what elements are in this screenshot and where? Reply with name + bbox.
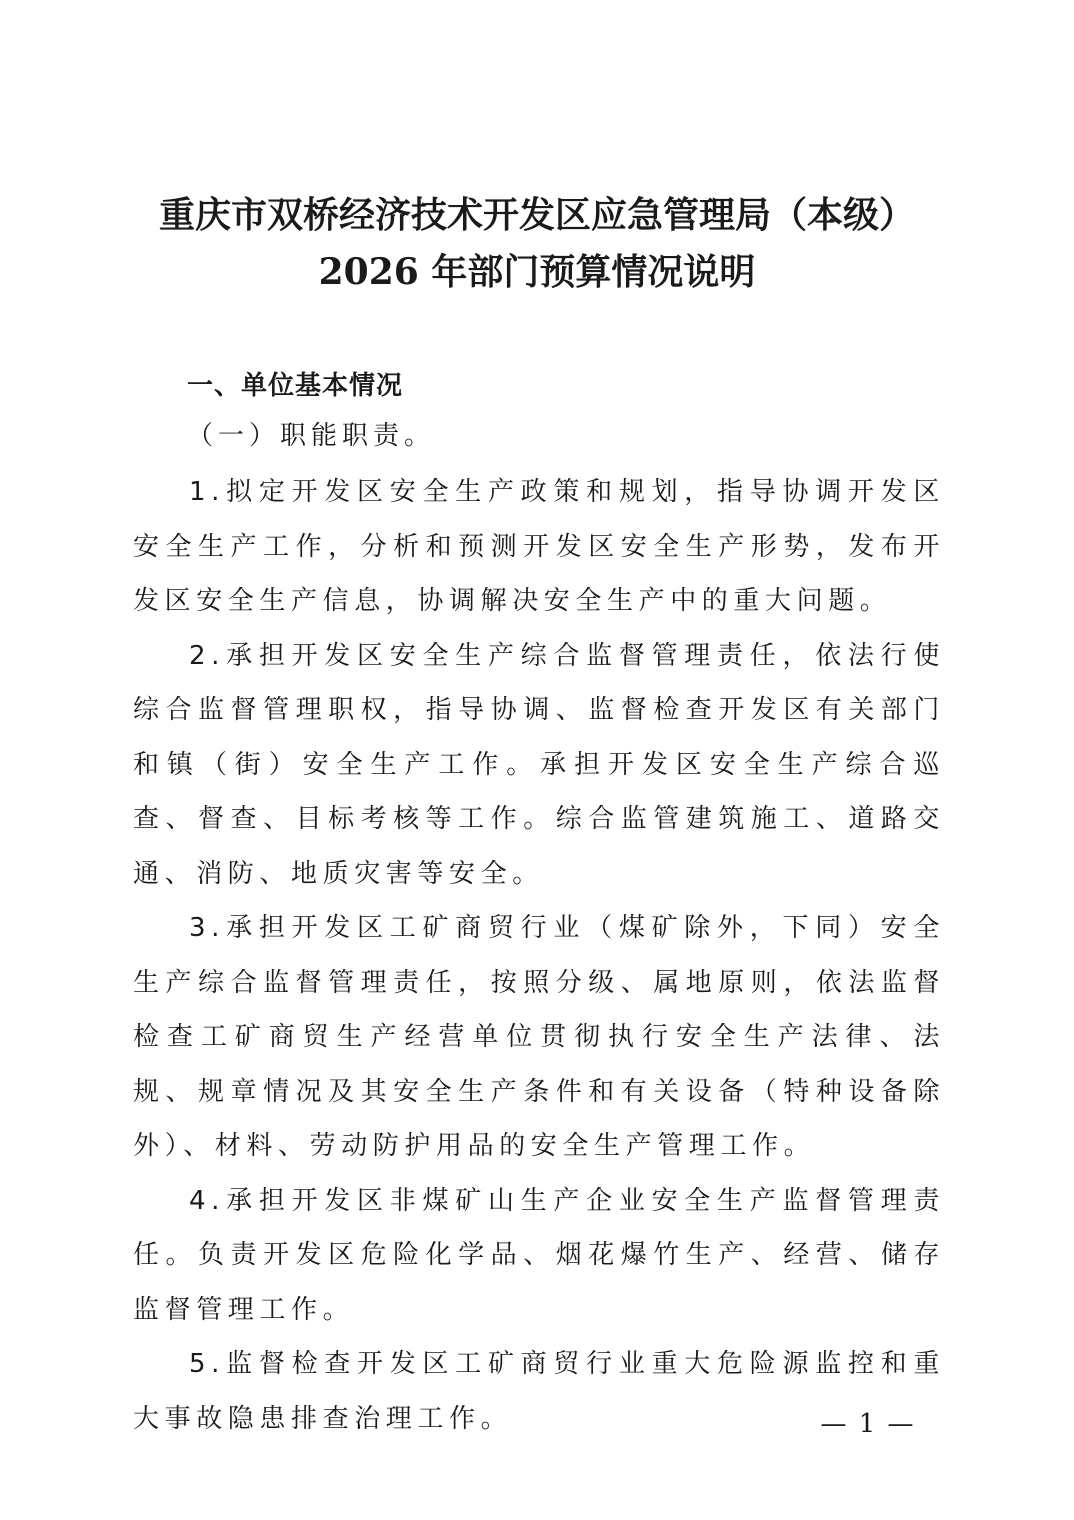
document-title-line-2: 2026 年部门预算情况说明 — [318, 251, 756, 293]
page-number: — 1 — — [820, 1409, 916, 1439]
paragraph-4: 4.承担开发区非煤矿山生产企业安全生产监督管理责任。负责开发区危险化学品、烟花爆竹生产、经营、储存监督管理工作。 — [133, 1185, 945, 1325]
body-paragraphs — [133, 465, 945, 1446]
paragraph-3: 3.承担开发区工矿商贸行业（煤矿除外，下同）安全生产综合监督管理责任，按照分级、属地原则，依法监督检查工矿商贸生产经营单位贯彻执行安全生产法律、法规、规章情况及其安全生产条件和有关设备（特种设备除外）、材料、劳动防护用品的安全生产管理工作。 — [133, 913, 945, 1161]
paragraph-2: 2.承担开发区安全生产综合监督管理责任，依法行使综合监督管理职权，指导协调、监督检查开发区有关部门和镇（街）安全生产工作。承担开发区安全生产综合巡查、督查、目标考核等工作。综合监管建筑施工、道路交通、消防、地质灾害等安全。 — [133, 640, 945, 889]
section-heading: 一、单位基本情况 — [187, 371, 404, 401]
paragraph-5: 5.监督检查开发区工矿商贸行业重大危险源监控和重大事故隐患排查治理工作。 — [133, 1349, 945, 1434]
document-title-line-1: 重庆市双桥经济技术开发区应急管理局（本级） — [158, 194, 915, 236]
subsection-heading: （一）职能职责。 — [187, 421, 436, 451]
paragraph-1: 1.拟定开发区安全生产政策和规划，指导协调开发区安全生产工作，分析和预测开发区安全生产形势，发布开发区安全生产信息，协调解决安全生产中的重大问题。 — [133, 477, 945, 616]
